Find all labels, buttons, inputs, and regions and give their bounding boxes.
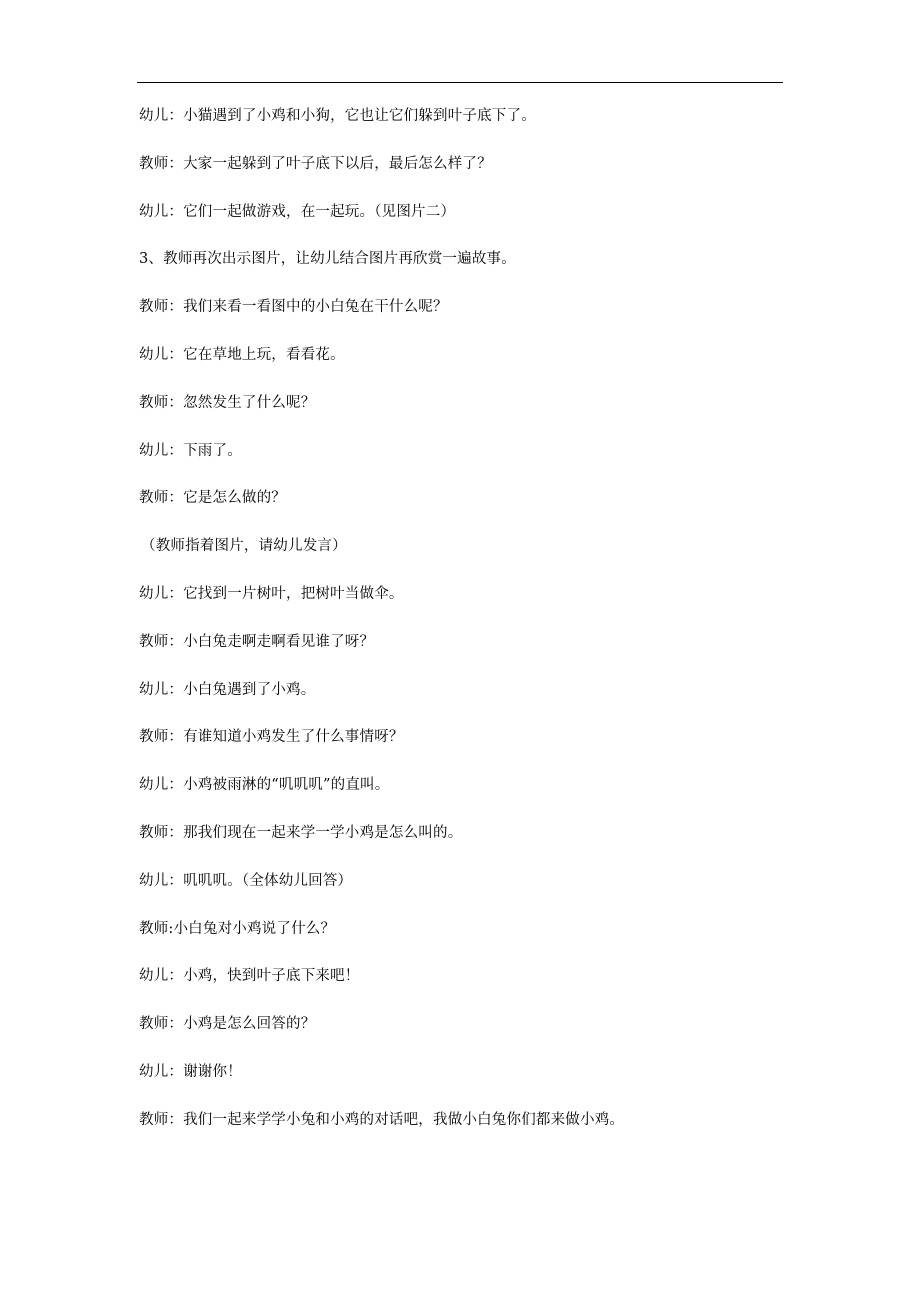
dialogue-line: 幼儿：叽叽叽。（全体幼儿回答） [139,872,353,889]
header-rule [137,82,783,83]
dialogue-line: 教师：小白兔走啊走啊看见谁了呀？ [139,633,375,650]
dialogue-line: 教师:小白兔对小鸡说了什么？ [139,920,336,937]
dialogue-line: 幼儿：小白兔遇到了小鸡。 [139,681,316,698]
dialogue-line: 幼儿：下雨了。 [139,442,242,459]
dialogue-line: 教师：大家一起躲到了叶子底下以后，最后怎么样了？ [139,155,492,172]
document-body [139,108,779,1160]
dialogue-line: 教师：有谁知道小鸡发生了什么事情呀？ [139,729,404,746]
dialogue-line: 教师：我们来看一看图中的小白兔在干什么呢？ [139,299,448,316]
dialogue-line: 教师：忽然发生了什么呢？ [139,394,316,411]
step-heading: 3、教师再次出示图片，让幼儿结合图片再欣赏一遍故事。 [139,251,516,268]
dialogue-line: 教师：那我们现在一起来学一学小鸡是怎么叫的。 [139,824,463,841]
dialogue-line: 幼儿：小猫遇到了小鸡和小狗，它也让它们躲到叶子底下了。 [139,108,536,124]
dialogue-line: 教师：我们一起来学学小兔和小鸡的对话吧，我做小白兔你们都来做小鸡。 [139,1111,625,1128]
stage-direction: （教师指着图片，请幼儿发言） [141,538,347,555]
dialogue-line: 幼儿：它找到一片树叶，把树叶当做伞。 [139,585,404,602]
dialogue-line: 幼儿：它在草地上玩，看看花。 [139,346,345,363]
dialogue-line: 幼儿：小鸡，快到叶子底下来吧！ [139,968,360,985]
dialogue-line: 幼儿：小鸡被雨淋的“叽叽叽”的直叫。 [139,777,390,794]
dialogue-line: 教师：小鸡是怎么回答的？ [139,1016,316,1033]
dialogue-line: 幼儿：谢谢你！ [139,1063,242,1080]
dialogue-line: 幼儿：它们一起做游戏，在一起玩。（见图片二） [139,203,456,220]
dialogue-line: 教师：它是怎么做的？ [139,490,286,507]
